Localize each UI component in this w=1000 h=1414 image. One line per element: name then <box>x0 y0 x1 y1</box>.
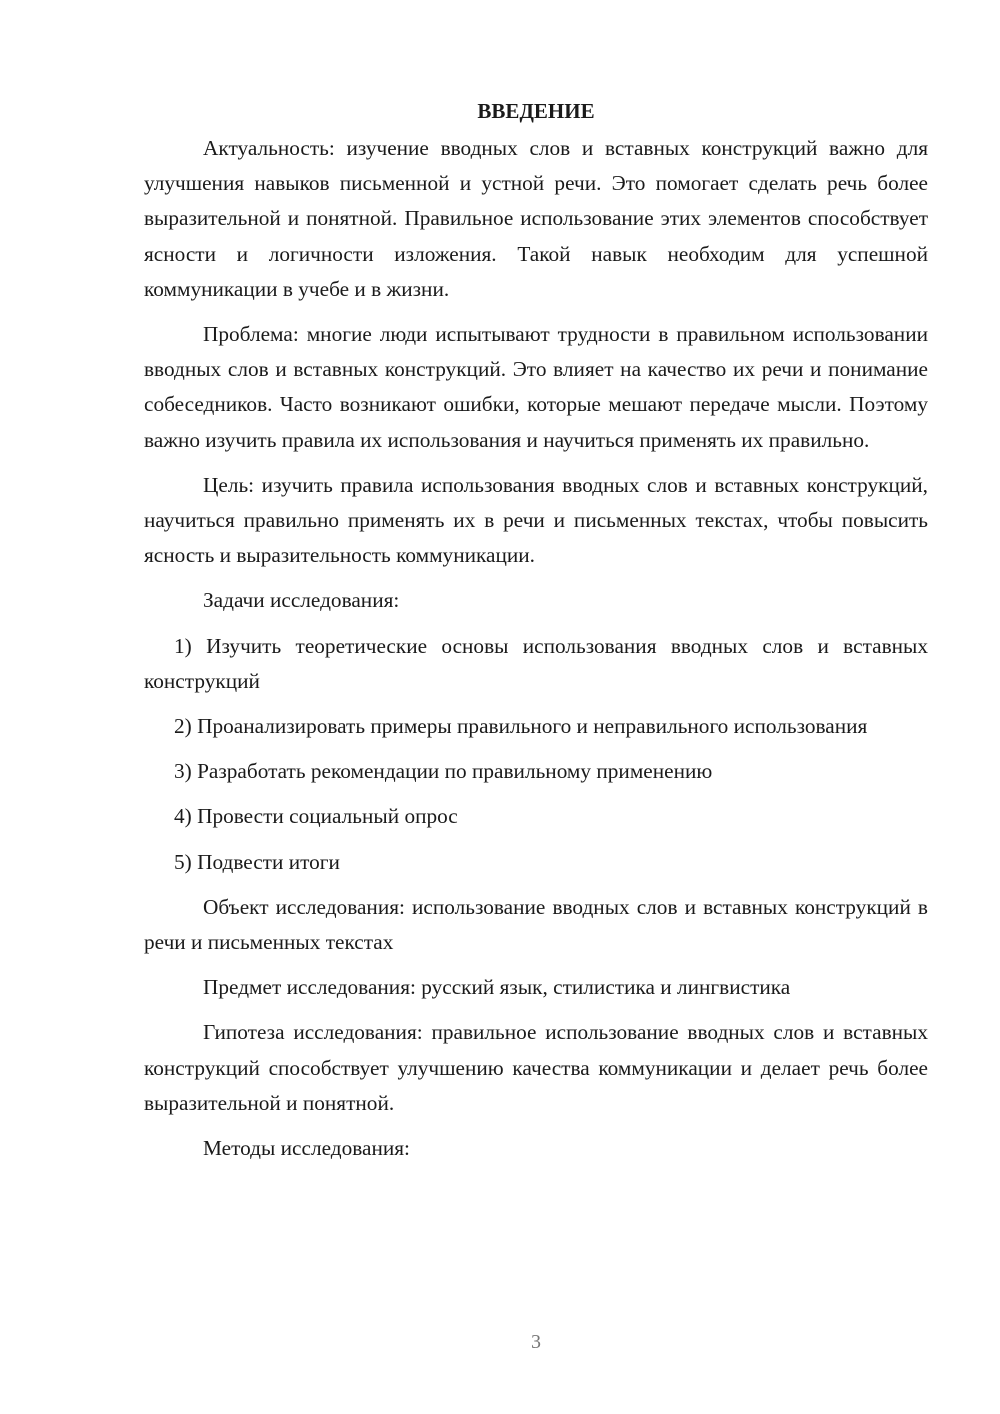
paragraph-relevance: Актуальность: изучение вводных слов и вставных конструкций важно для улучшения навыков письменной и устной речи. Это помогает сделать речь более выразительной и понятной. Правильное использование этих элементов способствует ясности и логичности изложения. Такой навык необходим для успешной коммуникации в учебе и в жизни. <box>144 136 928 301</box>
task-item-5: 5) Подвести итоги <box>174 849 340 874</box>
paragraph-subject: Предмет исследования: русский язык, стилистика и лингвистика <box>203 975 791 1000</box>
paragraph-hypothesis: Гипотеза исследования: правильное использование вводных слов и вставных конструкций способствует улучшению качества коммуникации и делает речь более выразительной и понятной. <box>144 1020 928 1115</box>
paragraph-object: Объект исследования: использование вводных слов и вставных конструкций в речи и письменных текстах <box>144 894 928 955</box>
section-title: ВВЕДЕНИЕ <box>477 99 595 123</box>
page-number: 3 <box>531 1331 541 1353</box>
task-item-2: 2) Проанализировать примеры правильного и неправильного использования <box>174 714 868 739</box>
paragraph-tasks-heading: Задачи исследования: <box>203 588 400 613</box>
paragraph-problem: Проблема: многие люди испытывают трудности в правильном использовании вводных слов и вставных конструкций. Это влияет на качество их речи и понимание собеседников. Часто возникают ошибки, которые мешают передаче мысли. Поэтому важно изучить правила их использования и научиться применять их правильно. <box>144 322 928 452</box>
task-item-1: 1) Изучить теоретические основы использования вводных слов и вставных конструкций <box>144 633 928 693</box>
paragraph-methods: Методы исследования: <box>203 1136 410 1161</box>
task-item-4: 4) Провести социальный опрос <box>174 804 458 829</box>
task-item-3: 3) Разработать рекомендации по правильному применению <box>174 759 713 784</box>
paragraph-goal: Цель: изучить правила использования вводных слов и вставных конструкций, научиться правильно применять их в речи и письменных текстах, чтобы повысить ясность и выразительность коммуникации. <box>144 472 928 568</box>
